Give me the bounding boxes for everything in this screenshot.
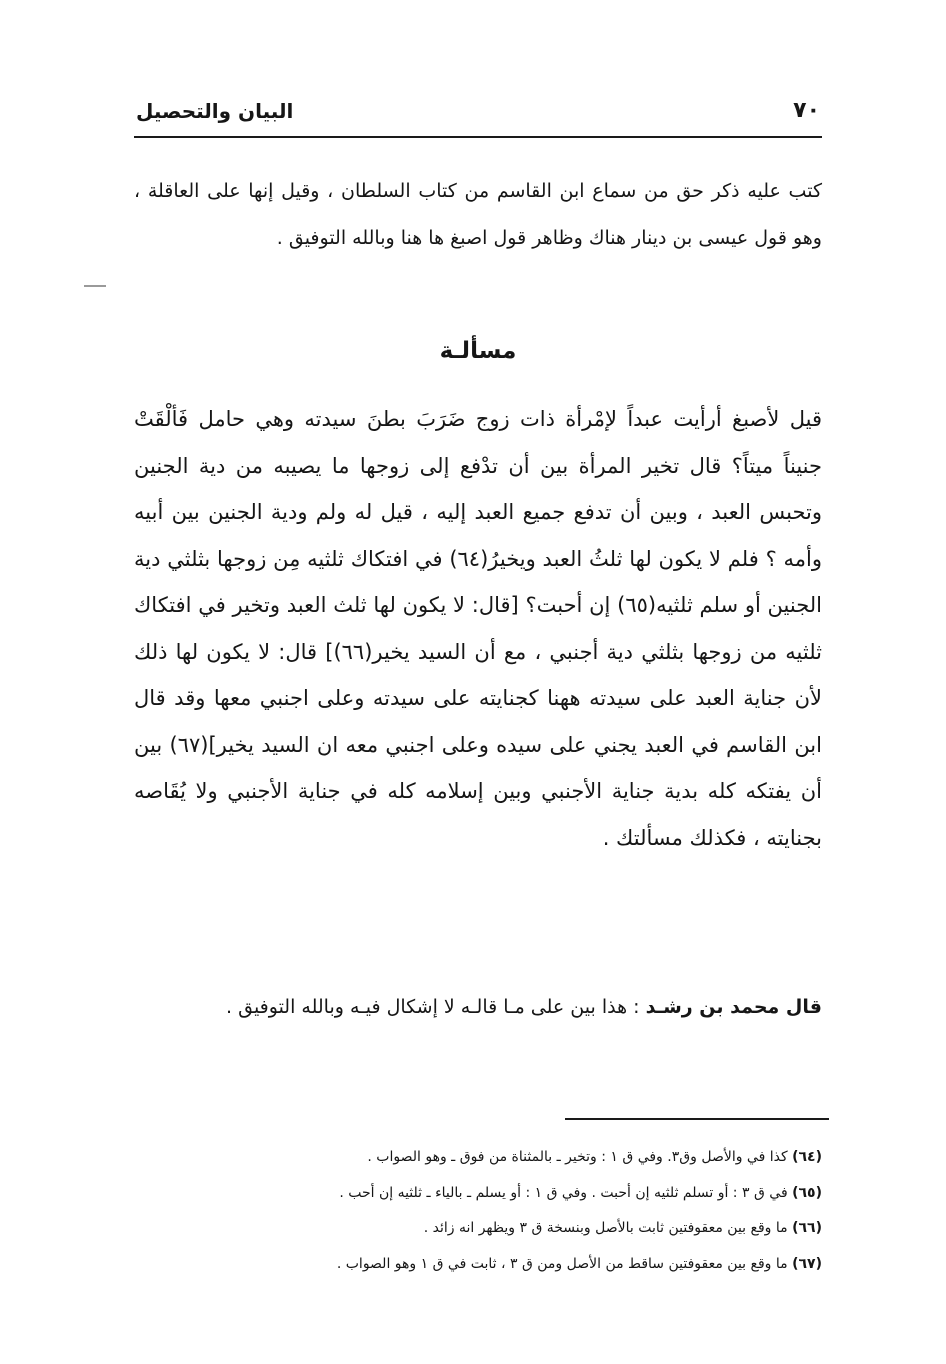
intro-paragraph: كتب عليه ذكر حق من سماع ابن القاسم من كتاب السلطان ، وقيل إنها على العاقلة ، وهو قول عيسى بن دينار هناك وظاهر قول اصبغ ها هنا وبالله التوفيق . <box>134 180 822 249</box>
footnote-text: في ق ٣ : أو تسلم ثلثيه إن أحبت . وفي ق ١ : أو يسلم ـ بالياء ـ ثلثيه إن أحب . <box>339 1184 793 1201</box>
section-heading: مسألـة <box>439 338 517 364</box>
footnote-item <box>134 1140 822 1176</box>
footnotes-list <box>134 1140 822 1282</box>
footnote-item <box>134 1247 822 1283</box>
footnote-number: (٦٧) <box>792 1255 822 1272</box>
footnote-text: ما وقع بين معقوفتين ثابت بالأصل وبنسخة ق ٣ ويظهر انه زائد . <box>423 1220 793 1236</box>
commentary-text: : هذا بين على مـا قالـه لا إشكال فيـه وبالله التوفيق . <box>226 996 646 1018</box>
footnote-number: (٦٤) <box>792 1149 822 1165</box>
footnote-number: (٦٥) <box>792 1184 822 1201</box>
commentary-paragraph <box>134 984 822 1030</box>
running-title: البيان والتحصيل <box>136 99 294 123</box>
page-header <box>134 96 822 138</box>
footnote-text: كذا في والأصل وق٣. وفي ق ١ : وتخير ـ بالمثناة من فوق ـ وهو الصواب . <box>367 1149 793 1165</box>
main-paragraph: قيل لأصبغ أرأيت عبداً لإمْرأة ذات زوج ضَرَبَ بطنَ سيدته وهي حامل فَألْقَتْ جنيناً ميتاً؟ قال تخير المرأة بين أن تدْفع إلى زوجها ما يصيبه من دية الجنين وتحبس العبد ، وبين أن تدفع جميع العبد إليه ، قيل له ولم ودية الجنين بين أبيه وأمه ؟ فلم لا يكون لها ثلثُ العبد ويخيرُ(٦٤) في افتكاك ثلثيه مِن زوجها بثلثي دية الجنين أو سلم ثلثيه(٦٥) إن أحبت؟ [قال: لا يكون لها ثلث العبد وتخير في افتكاك ثلثيه من زوجها بثلثي دية أجنبي ، مع أن السيد يخير(٦٦)] قال: لا يكون لها ذلك لأن جناية العبد على سيدته ههنا كجنايته على سيدته وعلى اجنبي معها وقد قال ابن القاسم في العبد يجني على سيده وعلى اجنبي معه ان السيد يخير](٦٧) بين أن يفتكه كله بدية جناية الأجنبي وبين إسلامه كله في جناية الأجنبي ولا يُقَاصه بجنايته ، فكذلك مسألتك . <box>134 407 822 850</box>
commentary-speaker: قال محمد بن رشـد <box>645 996 822 1018</box>
footnote-item <box>134 1176 822 1212</box>
footnote-number: (٦٦) <box>792 1220 822 1236</box>
footnote-item <box>134 1211 822 1247</box>
margin-scan-mark <box>84 285 106 287</box>
footnote-divider <box>565 1118 829 1120</box>
footnote-text: ما وقع بين معقوفتين ساقط من الأصل ومن ق ٣ ، ثابت في ق ١ وهو الصواب . <box>336 1255 793 1272</box>
page-number: ٧٠ <box>793 98 820 123</box>
